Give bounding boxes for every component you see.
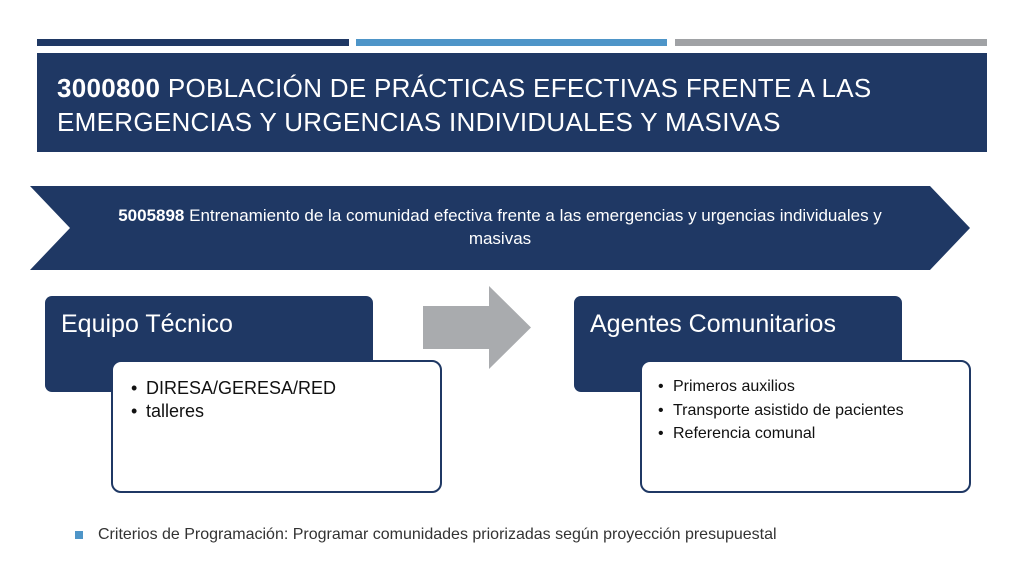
footer-note <box>75 526 777 544</box>
list-item: • DIRESA/GERESA/RED <box>129 377 424 400</box>
accent-bar-gray <box>675 39 987 46</box>
banner-text <box>100 204 900 250</box>
accent-bar-blue <box>356 39 667 46</box>
agentes-comunitarios-list <box>656 375 955 446</box>
agentes-comunitarios-list-box <box>640 360 971 493</box>
equipo-tecnico-list-box <box>111 360 442 493</box>
list-item: • Transporte asistido de pacientes <box>656 399 955 423</box>
footer-text: Criterios de Programación: Programar comunidades priorizadas según proyección presupuestal <box>98 526 777 543</box>
slide-title <box>37 53 987 152</box>
equipo-tecnico-heading: Equipo Técnico <box>61 310 233 338</box>
list-item: • Referencia comunal <box>656 422 955 446</box>
square-bullet-icon <box>75 531 83 539</box>
agentes-comunitarios-heading: Agentes Comunitarios <box>590 310 836 338</box>
right-arrow-icon <box>423 286 531 369</box>
title-code: 3000800 <box>57 73 161 103</box>
title-text: POBLACIÓN DE PRÁCTICAS EFECTIVAS FRENTE A LAS EMERGENCIAS Y URGENCIAS INDIVIDUALES Y MASIVAS <box>57 73 872 137</box>
list-item: • talleres <box>129 400 424 423</box>
banner-description: Entrenamiento de la comunidad efectiva frente a las emergencias y urgencias individuales y masivas <box>189 206 882 248</box>
equipo-tecnico-list <box>129 377 424 423</box>
accent-bar-navy <box>37 39 349 46</box>
list-item: • Primeros auxilios <box>656 375 955 399</box>
banner-code: 5005898 <box>118 206 185 225</box>
